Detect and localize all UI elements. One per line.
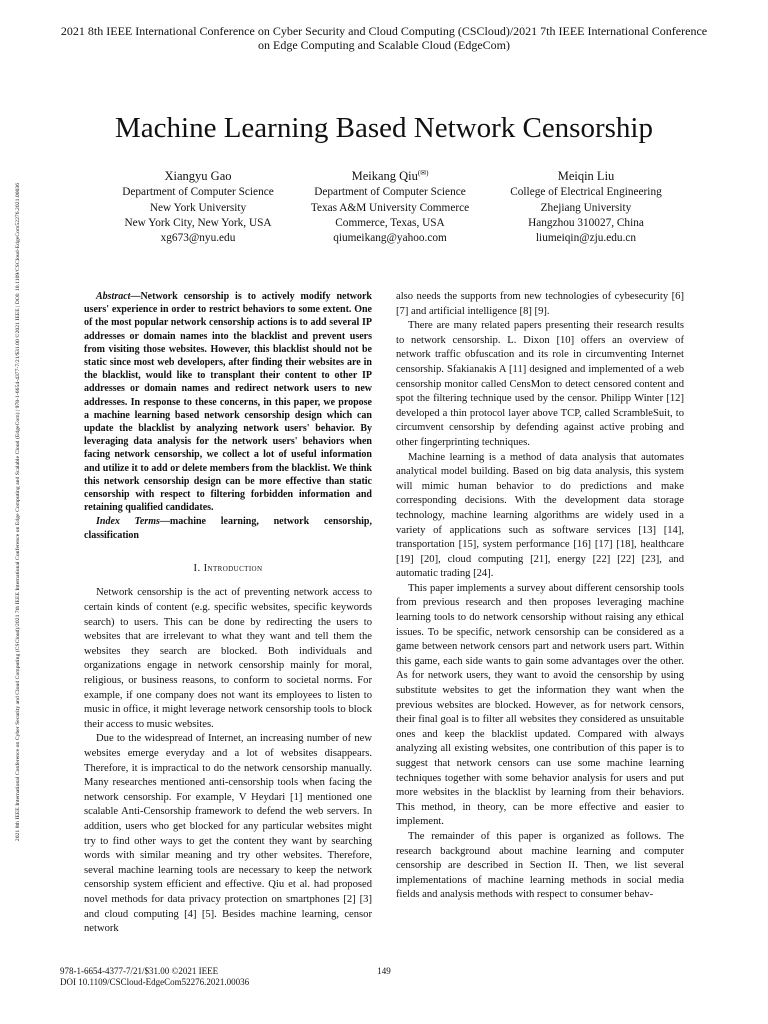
author-name: Meiqin Liu: [557, 169, 615, 184]
paragraph: This paper implements a survey about different censorship tools from previous research and then proposes leveraging machine learning tools to do network censorship without raising any ethical issues. To be specific, network censorship can be considered as a game between network censors part and network users part. Within this game, each side wants to gain some advantages over the other. As for network users, they want to avoid the censorship by using substitute websites to get the information they want when the previous websites are blocked. However, as for network censors, their final goal is to filter all websites they considered as unsuitable ones and keep the blacklist updated. Compared with always analyzing all existing websites, one contribution of this paper is to suggest that network censors can use some machine learning techniques together with some behavior analysis for users and put more websites in the blacklist by learning from their behaviors. This method, in theory, can be more effective and easier to implement.: [396, 582, 684, 828]
paragraph: Due to the widespread of Internet, an increasing number of new websites emerge everyday and a lot of websites disappears. Therefore, it is impractical to do the network censorship manually. Many researches mentioned anti-censorship tools when facing the network censorship. For example, V Heydari [1] mentioned one scalable Anti-Censorship framework to defend the web servers. In addition, users who get blocked for any particular websites might try to find other ways to get the content they want by searching words with similar meaning and try other websites. Therefore, several machine learning tools are necessary to keep the network censorship system efficient and effective. Qiu et al. had proposed novel methods for data privacy protection on smartphones [2] [3] and cloud computing [4] [5]. Besides machine learning, censor network: [84, 733, 372, 935]
section-title: Introduction: [203, 562, 263, 574]
author-department: Department of Computer Science: [314, 186, 466, 199]
author-name: Meikang Qiu: [351, 169, 418, 184]
index-terms-label: Index Terms: [96, 516, 160, 528]
author-block-3: [481, 164, 691, 247]
abstract-text: —Network censorship is to actively modify network users' experience in order to restrict behaviors to some extent. One of the most popular network censorship actions is to add several IP addresses or domain names into the blacklist and prevent users from visiting those websites. However, this blacklist should not be static since most web developers, after finding their websites are in the blacklist, would like to transplant their content to other IP addresses or domain names and redirect network users to new addresses. In response to these concerns, in this paper, we propose a machine learning based network censorship design which can update the blacklist by analyzing network users' behavior. By leveraging data analysis for the network users' behaviors when facing network censorship, we collect a lot of useful information and utilize it to add or delete members from the blacklist. We think this network censorship design can be more effective than static censorship with respect to filtering forbidden information and retaining qualified candidates.: [84, 291, 372, 514]
side-citation-text: 2021 8th IEEE International Conference on Cyber Security and Cloud Computing (CSCloud)/2021 7th IEEE International Conference on Edge Computing and Scalable Cloud (EdgeCom) | 978-1-6654-4377-7/21/$31.00 ©2021 IEEE | DOI: 10.1109/CSCloud-EdgeCom52276.2021.00036: [15, 182, 21, 842]
footer-isbn: 978-1-6654-4377-7/21/$31.00 ©2021 IEEE: [60, 966, 219, 976]
author-location: Hangzhou 310027, China: [528, 216, 644, 229]
author-email: liumeiqin@zju.edu.cn: [535, 232, 637, 245]
author-department: College of Electrical Engineering: [510, 186, 662, 199]
author-department: Department of Computer Science: [122, 186, 274, 199]
author-email: qiumeikang@yahoo.com: [333, 232, 447, 245]
abstract: [84, 290, 372, 542]
page-number: 149: [377, 966, 391, 976]
paragraph: Network censorship is the act of preventing network access to certain kinds of content (e.g. specific websites, specific keywords search) to users. This can be done by redirecting the users to websites that are irrelevant to what they want and tell them the websites they search are blocked. Both individuals and organizations engage in network censorship mainly for moral, religious, or business reasons, to conform to societal norms. For example, if one company does not want its employees to listen to music in office, it might leverage network censorship tools to block their access to music websites.: [84, 587, 372, 730]
author-block-1: [93, 164, 303, 247]
author-email: xg673@nyu.edu: [160, 232, 236, 245]
author-institution: New York University: [149, 201, 247, 214]
conference-header: 2021 8th IEEE International Conference on Cyber Security and Cloud Computing (CSCloud)/2021 7th IEEE International Conference on Edge Computing and Scalable Cloud (EdgeCom): [60, 24, 708, 52]
author-name: Xiangyu Gao: [164, 169, 232, 184]
section-heading: [84, 562, 372, 577]
index-terms-text: —machine learning, network censorship, classification: [84, 516, 372, 541]
paper-title: Machine Learning Based Network Censorship: [115, 112, 653, 144]
left-column: [84, 290, 372, 937]
author-location: Commerce, Texas, USA: [335, 216, 445, 229]
author-block-2: [285, 164, 495, 247]
author-institution: Texas A&M University Commerce: [310, 201, 470, 214]
paragraph: The remainder of this paper is organized as follows. The research background about machine learning and computer censorship are described in Section II. Then, we list several implementations of machine learning methods in social media fields and analysis methods with respect to consumer behav-: [396, 830, 684, 901]
side-citation: [6, 62, 30, 962]
paragraph-continued: also needs the supports from new technologies of cybesecurity [6] [7] and artificial intelligence [8] [9].: [396, 291, 684, 317]
author-institution: Zhejiang University: [540, 201, 632, 214]
section-number: I.: [193, 562, 201, 574]
footer: [60, 966, 249, 988]
author-location: New York City, New York, USA: [124, 216, 272, 229]
paragraph: Machine learning is a method of data analysis that automates analytical model building. Based on big data analysis, this system will mimic human behavior to do predictions and make corresponding decisions. With the development data storage technology, machine learning algorithms are widely used in a variety of applications such as software services [13] [14], transportation [15], system performance [16] [17] [18], healthcare [19] [20], cloud computing [21], energy [22] [22] [23], and automatic trading [24].: [396, 451, 684, 580]
paragraph: There are many related papers presenting their research results to network censorship. L. Dixon [10] offers an overview of network traffic obfuscation and its role in circumventing Internet censorship. Sfakianakis A [11] designed and implemented of a web censorship monitor called CensMon to detect censored content and spot the filtering technique used by the censor. Philipp Winter [12] developed a thin protocol layer above TCP, called ScrambleSuit, to circumvent censorship by defending against active probing and other fingerprinting techniques.: [396, 320, 684, 448]
footer-doi: DOI 10.1109/CSCloud-EdgeCom52276.2021.00036: [60, 977, 250, 987]
author-mark: (✉): [417, 169, 429, 177]
abstract-label: Abstract: [96, 291, 131, 302]
right-column: [396, 290, 684, 903]
